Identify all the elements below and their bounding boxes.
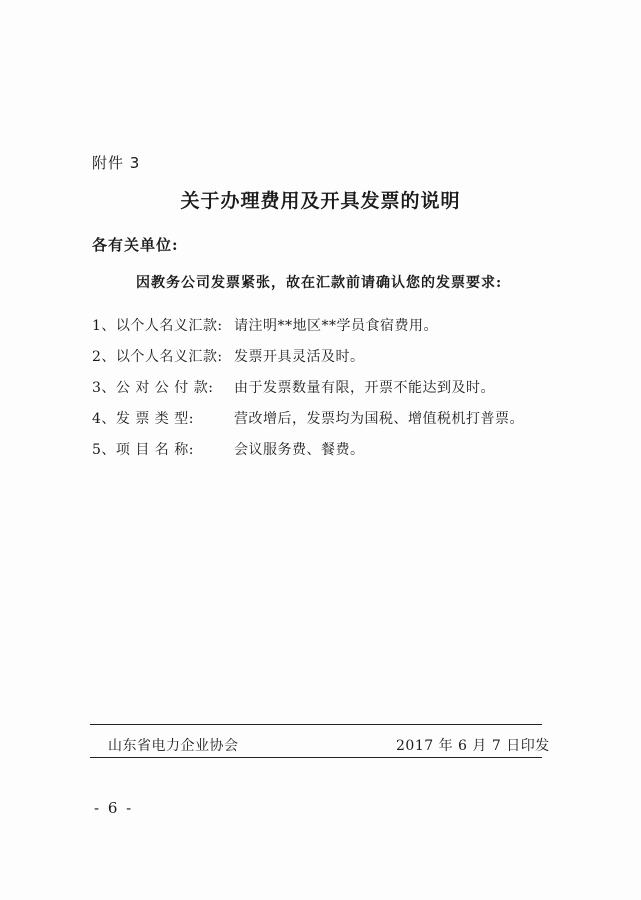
list-item bbox=[92, 315, 438, 335]
item-text: 营改增后，发票均为国税、增值税机打普票。 bbox=[234, 411, 524, 427]
footer-divider-top bbox=[90, 724, 542, 725]
item-label: 3、公 对 公 付 款: bbox=[92, 380, 214, 396]
item-label: 4、发 票 类 型: bbox=[92, 411, 194, 427]
salutation: 各有关单位: bbox=[92, 236, 179, 254]
document-title: 关于办理费用及开具发票的说明 bbox=[180, 190, 461, 212]
attachment-label: 附件 3 bbox=[92, 154, 141, 172]
item-text: 发票开具灵活及时。 bbox=[234, 349, 365, 365]
list-item bbox=[92, 377, 495, 397]
item-text: 请注明**地区**学员食宿费用。 bbox=[234, 318, 438, 334]
list-item bbox=[92, 346, 365, 366]
list-item bbox=[92, 439, 365, 459]
notice-text: 因教务公司发票紧张，故在汇款前请确认您的发票要求: bbox=[136, 275, 503, 291]
page-number: - 6 - bbox=[94, 799, 134, 817]
item-label: 2、以个人名义汇款: bbox=[92, 349, 223, 365]
footer-divider-bottom bbox=[90, 757, 542, 758]
item-text: 由于发票数量有限，开票不能达到及时。 bbox=[234, 380, 495, 396]
item-label: 1、以个人名义汇款: bbox=[92, 318, 223, 334]
issuing-organization: 山东省电力企业协会 bbox=[108, 738, 239, 754]
list-item bbox=[92, 408, 524, 428]
item-label: 5、项 目 名 称: bbox=[92, 442, 194, 458]
issue-date: 2017 年 6 月 7 日印发 bbox=[396, 738, 550, 754]
item-text: 会议服务费、餐费。 bbox=[234, 442, 365, 458]
